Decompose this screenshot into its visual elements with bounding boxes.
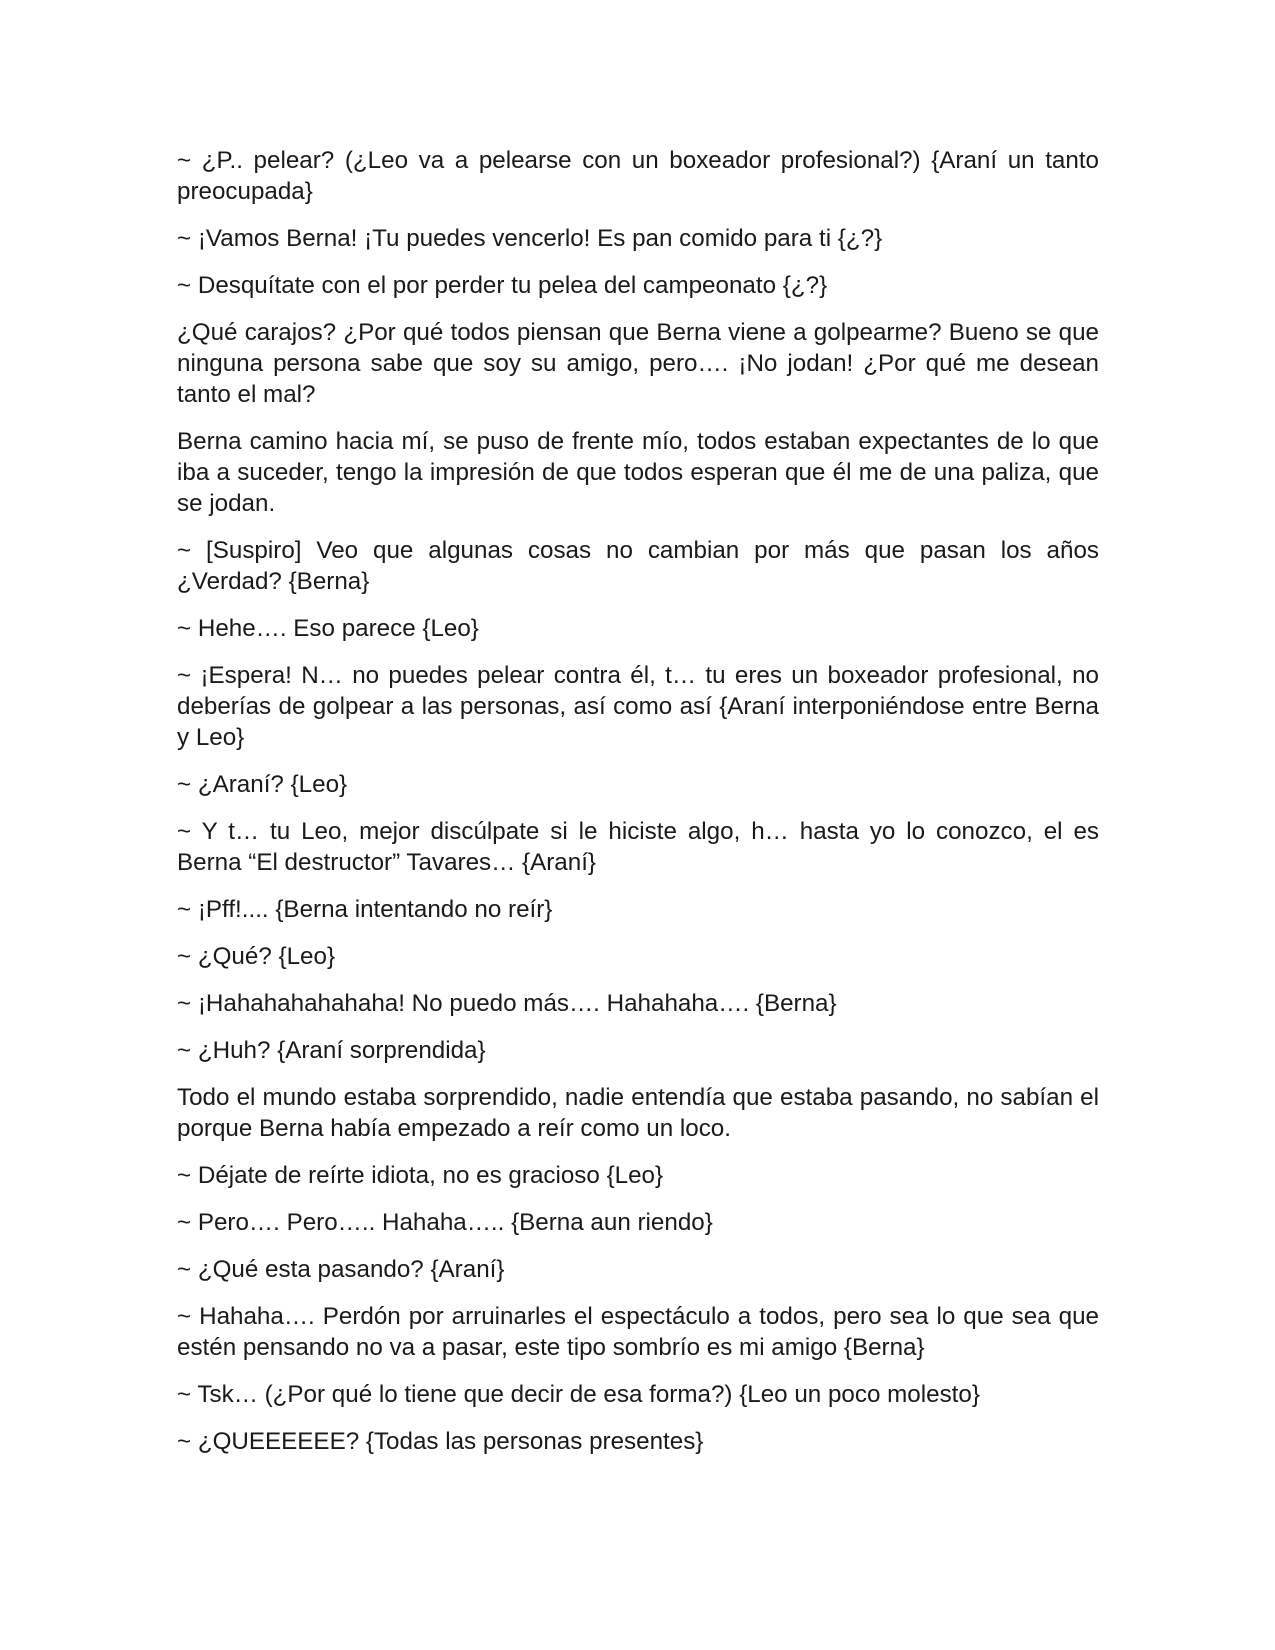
paragraph: ~ Hahaha…. Perdón por arruinarles el espectáculo a todos, pero sea lo que sea que estén pensando no va a pasar, este tipo sombrío es mi amigo {Berna} xyxy=(177,1303,1099,1361)
paragraph: Todo el mundo estaba sorprendido, nadie entendía que estaba pasando, no sabían el porque Berna había empezado a reír como un loco. xyxy=(177,1084,1099,1142)
paragraph: ~ ¿Huh? {Araní sorprendida} xyxy=(177,1037,486,1064)
paragraph: ~ Hehe…. Eso parece {Leo} xyxy=(177,615,479,642)
paragraph: ~ ¿Qué esta pasando? {Araní} xyxy=(177,1256,505,1283)
paragraph: Berna camino hacia mí, se puso de frente mío, todos estaban expectantes de lo que iba a suceder, tengo la impresión de que todos esperan que él me de una paliza, que se jodan. xyxy=(177,428,1099,517)
paragraph: ~ [Suspiro] Veo que algunas cosas no cambian por más que pasan los años ¿Verdad? {Berna} xyxy=(177,537,1099,595)
paragraph: ~ ¡Hahahahahahaha! No puedo más…. Hahahaha…. {Berna} xyxy=(177,990,837,1017)
paragraph: ~ Tsk… (¿Por qué lo tiene que decir de esa forma?) {Leo un poco molesto} xyxy=(177,1381,980,1408)
paragraph: ~ Pero…. Pero….. Hahaha….. {Berna aun riendo} xyxy=(177,1209,713,1236)
paragraph: ~ Y t… tu Leo, mejor discúlpate si le hiciste algo, h… hasta yo lo conozco, el es Berna “El destructor” Tavares… {Araní} xyxy=(177,818,1099,876)
document-body xyxy=(177,145,1099,1473)
paragraph: ~ ¡Vamos Berna! ¡Tu puedes vencerlo! Es pan comido para ti {¿?} xyxy=(177,225,883,252)
paragraph: ~ ¡Espera! N… no puedes pelear contra él, t… tu eres un boxeador profesional, no deberías de golpear a las personas, así como así {Araní interponiéndose entre Berna y Leo} xyxy=(177,662,1099,751)
paragraph: ~ Déjate de reírte idiota, no es gracioso {Leo} xyxy=(177,1162,664,1189)
paragraph: ~ ¿Qué? {Leo} xyxy=(177,943,336,970)
paragraph: ~ ¿Araní? {Leo} xyxy=(177,771,348,798)
paragraph: ¿Qué carajos? ¿Por qué todos piensan que Berna viene a golpearme? Bueno se que ninguna persona sabe que soy su amigo, pero…. ¡No jodan! ¿Por qué me desean tanto el mal? xyxy=(177,319,1099,408)
paragraph: ~ ¿P.. pelear? (¿Leo va a pelearse con un boxeador profesional?) {Araní un tanto preocupada} xyxy=(177,147,1099,205)
paragraph: ~ ¡Pff!.... {Berna intentando no reír} xyxy=(177,896,553,923)
paragraph: ~ ¿QUEEEEEE? {Todas las personas presentes} xyxy=(177,1428,704,1455)
paragraph: ~ Desquítate con el por perder tu pelea del campeonato {¿?} xyxy=(177,272,828,299)
